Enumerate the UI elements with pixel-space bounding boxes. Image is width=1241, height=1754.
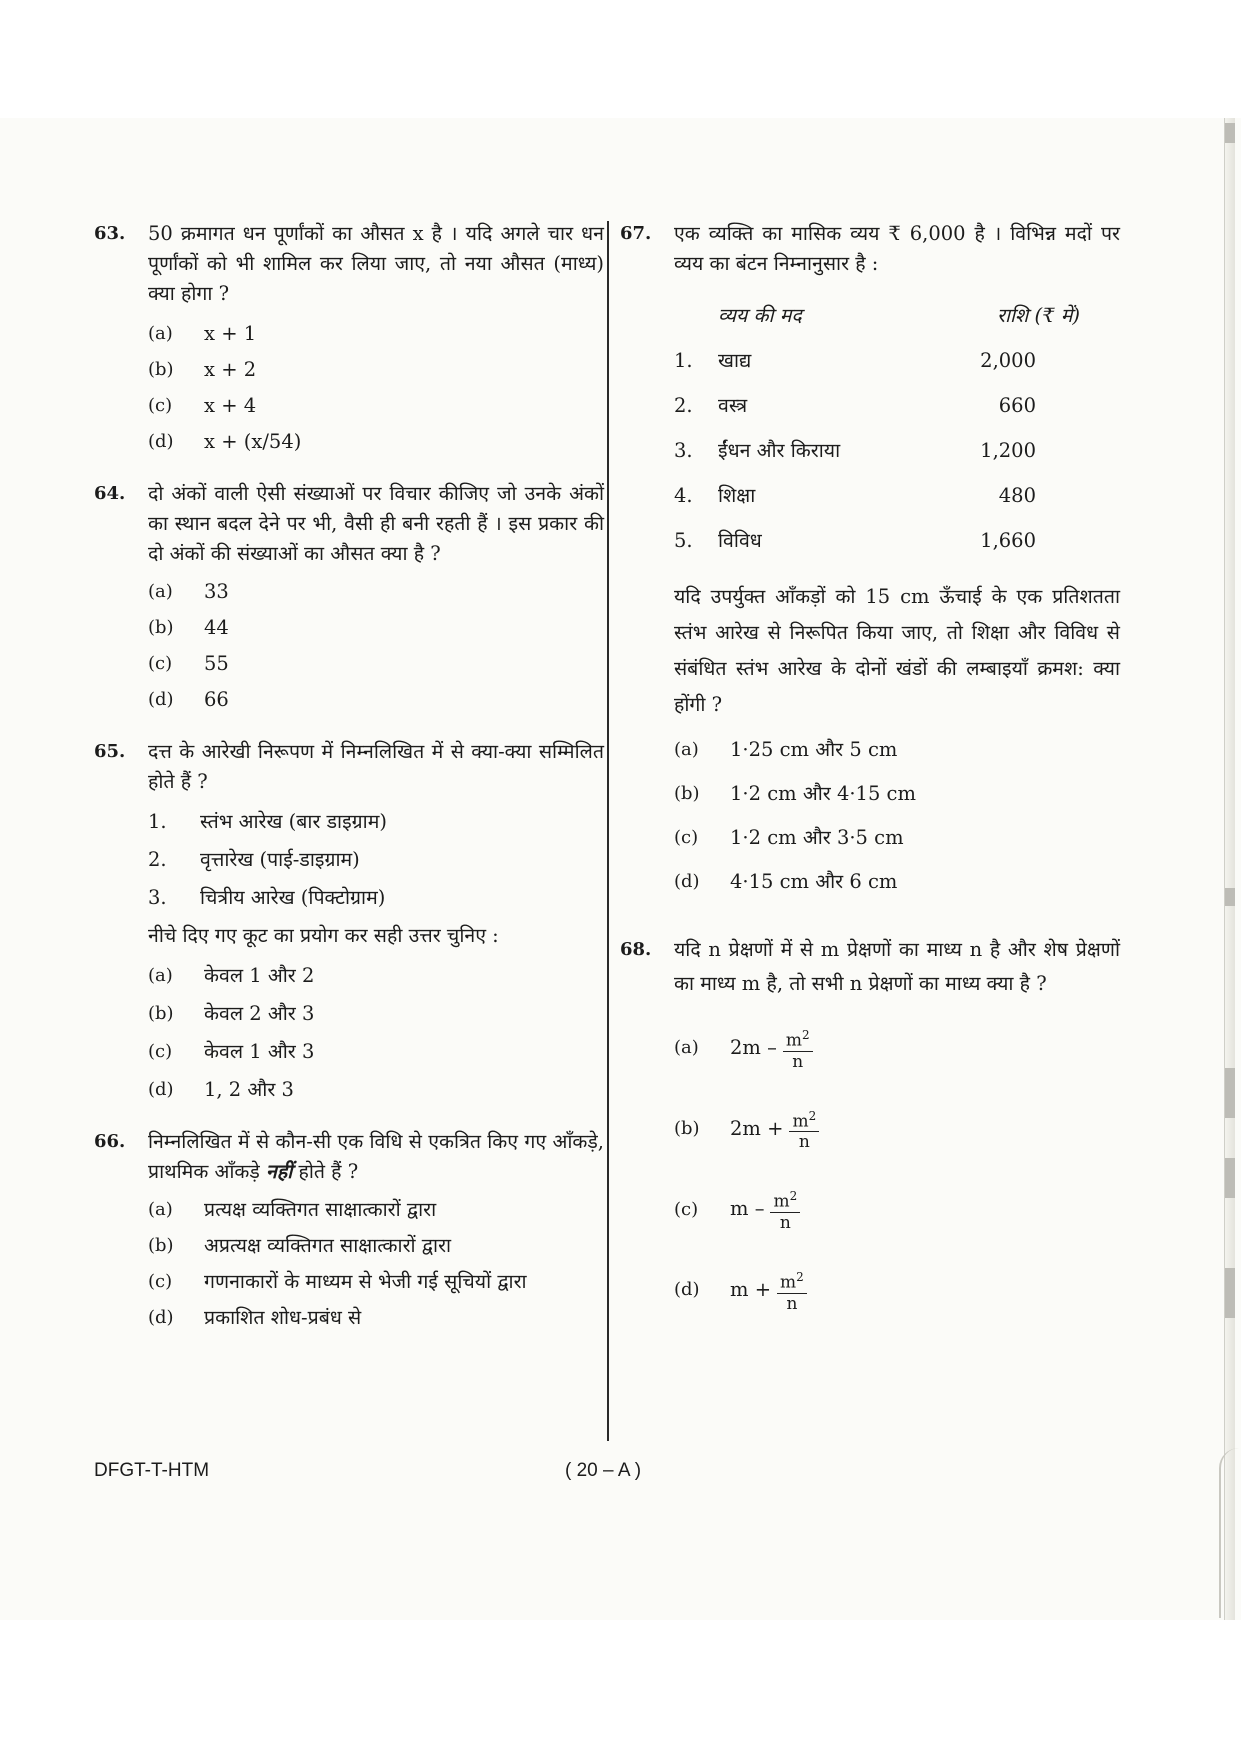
option-d[interactable] — [148, 1075, 604, 1105]
item-text: स्तंभ आरेख (बार डाइग्राम) — [200, 810, 388, 833]
question-65 — [94, 737, 604, 1105]
option-value: 1·2 cm और 3·5 cm — [730, 826, 904, 849]
option-c[interactable] — [148, 649, 604, 679]
table-row — [674, 383, 1120, 428]
option-label: (c) — [674, 1198, 699, 1220]
item-number: 2. — [148, 848, 167, 871]
numerator: m — [780, 1272, 797, 1293]
question-number: 64. — [94, 483, 126, 504]
option-c[interactable] — [148, 1267, 604, 1297]
option-value: केवल 1 और 2 — [204, 964, 315, 987]
statement-item — [148, 883, 604, 913]
option-a[interactable] — [148, 319, 604, 349]
option-label: (c) — [148, 1271, 173, 1292]
option-b[interactable] — [674, 779, 1120, 809]
question-text-part: निम्नलिखित में से कौन-सी एक विधि से एकत्रित किए गए आँकड़े, प्राथमिक आँकड़े — [148, 1130, 604, 1183]
option-value: 1·2 cm और 4·15 cm — [730, 782, 916, 805]
exponent: 2 — [808, 1108, 817, 1123]
option-a[interactable] — [148, 961, 604, 991]
row-number: 1. — [674, 348, 693, 372]
expense-table — [674, 293, 1120, 563]
option-label: (b) — [148, 359, 174, 380]
item-number: 3. — [148, 886, 167, 909]
numerator: m — [773, 1191, 790, 1212]
row-item: खाद्य — [718, 348, 752, 372]
denominator: n — [779, 1212, 791, 1233]
row-item: ईंधन और किराया — [718, 438, 841, 462]
option-value: 4·15 cm और 6 cm — [730, 870, 898, 893]
option-label: (a) — [148, 1199, 173, 1220]
option-a[interactable] — [674, 1025, 1120, 1072]
question-number: 67. — [620, 223, 652, 244]
option-value: 66 — [204, 688, 229, 711]
option-value: 1·25 cm और 5 cm — [730, 738, 898, 761]
right-column — [620, 219, 1120, 1314]
row-item: शिक्षा — [718, 483, 756, 507]
option-b[interactable] — [148, 1231, 604, 1261]
option-a[interactable] — [148, 1195, 604, 1225]
option-value: केवल 2 और 3 — [204, 1002, 315, 1025]
option-label: (a) — [674, 739, 699, 760]
option-label: (c) — [148, 653, 173, 674]
row-amount: 1,200 — [980, 438, 1036, 462]
fraction — [770, 1186, 800, 1233]
exponent: 2 — [801, 1028, 810, 1042]
option-b[interactable] — [674, 1106, 1120, 1153]
page-curl — [1219, 1448, 1239, 1618]
table-row — [674, 518, 1120, 563]
question-63 — [94, 219, 604, 457]
option-d[interactable] — [148, 427, 604, 457]
header-amount: राशि (₹ में) — [996, 303, 1080, 327]
denominator: n — [786, 1293, 798, 1314]
fraction — [789, 1106, 819, 1153]
denominator: n — [798, 1132, 810, 1153]
option-label: (d) — [148, 1079, 174, 1100]
option-value: केवल 1 और 3 — [204, 1040, 315, 1063]
item-number: 1. — [148, 810, 167, 833]
statement-item — [148, 807, 604, 837]
option-label: (c) — [148, 1041, 173, 1062]
option-b[interactable] — [148, 355, 604, 385]
question-text: एक व्यक्ति का मासिक व्यय ₹ 6,000 है । विभिन्न मदों पर व्यय का बंटन निम्नानुसार है : — [674, 222, 1120, 275]
followup-text: यदि उपर्युक्त आँकड़ों को 15 cm ऊँचाई के एक प्रतिशतता स्तंभ आरेख से निरूपित किया जाए, तो शिक्षा और विविध से संबंधित स्तंभ आरेख के दोनों खंडों की लम्बाइयाँ क्रमश: क्या होंगी ? — [674, 585, 1120, 716]
fraction — [783, 1025, 813, 1072]
option-c[interactable] — [674, 1186, 1120, 1233]
table-row — [674, 473, 1120, 518]
row-amount: 1,660 — [980, 528, 1036, 552]
question-number: 68. — [620, 939, 652, 960]
footer-page-number: ( 20 – A ) — [565, 1460, 642, 1481]
option-value: x + 2 — [204, 358, 257, 381]
numerator: m — [792, 1111, 809, 1132]
page-edge-strip — [1224, 118, 1235, 1620]
row-number: 4. — [674, 483, 693, 507]
option-label: (d) — [674, 1279, 700, 1301]
fraction — [777, 1267, 807, 1314]
option-d[interactable] — [148, 1303, 604, 1333]
option-label: (d) — [148, 1307, 174, 1328]
table-row — [674, 338, 1120, 383]
option-c[interactable] — [674, 823, 1120, 853]
item-text: चित्रीय आरेख (पिक्टोग्राम) — [200, 886, 386, 909]
option-value: अप्रत्यक्ष व्यक्तिगत साक्षात्कारों द्वारा — [204, 1234, 452, 1257]
expr-lead: m + — [730, 1277, 772, 1301]
option-label: (d) — [148, 689, 174, 710]
option-value: x + 1 — [204, 322, 257, 345]
option-value — [730, 1106, 1120, 1153]
option-d[interactable] — [674, 867, 1120, 897]
question-66 — [94, 1127, 604, 1333]
option-value: प्रत्यक्ष व्यक्तिगत साक्षात्कारों द्वारा — [204, 1198, 437, 1221]
option-value: 33 — [204, 580, 229, 603]
instruction: नीचे दिए गए कूट का प्रयोग कर सही उत्तर चुनिए : — [148, 924, 499, 947]
question-67 — [620, 219, 1120, 897]
option-label: (a) — [148, 965, 173, 986]
table-header — [674, 293, 1120, 338]
denominator: n — [792, 1051, 804, 1072]
option-value: 55 — [204, 652, 229, 675]
question-text-part: होते हैं ? — [292, 1160, 359, 1183]
option-c[interactable] — [148, 1037, 604, 1067]
option-label: (b) — [148, 1235, 174, 1256]
row-item: वस्त्र — [718, 393, 748, 417]
exponent: 2 — [789, 1189, 798, 1204]
option-label: (d) — [674, 871, 700, 892]
option-a[interactable] — [148, 577, 604, 607]
question-64 — [94, 479, 604, 715]
option-value — [730, 1267, 1120, 1314]
row-amount: 480 — [998, 483, 1036, 507]
option-value: x + 4 — [204, 394, 257, 417]
option-value: गणनाकारों के माध्यम से भेजी गई सूचियों द्वारा — [204, 1270, 527, 1293]
question-number: 66. — [94, 1131, 126, 1152]
row-number: 3. — [674, 438, 693, 462]
table-row — [674, 428, 1120, 473]
emphasis-not: नहीं — [266, 1160, 293, 1183]
exponent: 2 — [796, 1269, 804, 1284]
row-item: विविध — [718, 528, 762, 552]
option-label: (c) — [148, 395, 173, 416]
row-number: 5. — [674, 528, 693, 552]
option-b[interactable] — [148, 613, 604, 643]
column-divider — [607, 221, 609, 1441]
option-d[interactable] — [148, 685, 604, 715]
option-label: (a) — [148, 323, 173, 344]
question-text: दत्त के आरेखी निरूपण में निम्नलिखित में से क्या-क्या सम्मिलित होते हैं ? — [148, 740, 604, 793]
option-label: (b) — [148, 1003, 174, 1024]
item-text: वृत्तारेख (पाई-डाइग्राम) — [200, 848, 360, 871]
header-item: व्यय की मद — [718, 303, 802, 327]
option-label: (a) — [148, 581, 173, 602]
question-68 — [620, 933, 1120, 1314]
statement-item — [148, 845, 604, 875]
option-b[interactable] — [148, 999, 604, 1029]
option-value: x + (x/54) — [204, 430, 302, 453]
option-label: (b) — [674, 1117, 700, 1139]
question-text: दो अंकों वाली ऐसी संख्याओं पर विचार कीजिए जो उनके अंकों का स्थान बदल देने पर भी, वैसी ही बनी रहती हैं । इस प्रकार की दो अंकों की संख्याओं का औसत क्या है ? — [148, 482, 604, 565]
question-text — [148, 1127, 604, 1187]
footer-code: DFGT-T-HTM — [94, 1460, 210, 1481]
option-c[interactable] — [148, 391, 604, 421]
row-number: 2. — [674, 393, 693, 417]
row-amount: 660 — [998, 393, 1036, 417]
question-text: 50 क्रमागत धन पूर्णांकों का औसत x है । यदि अगले चार धन पूर्णांकों को भी शामिल कर लिया जाए, तो नया औसत (माध्य) क्या होगा ? — [148, 222, 604, 305]
question-number: 63. — [94, 223, 126, 244]
expr-lead: 2m – — [730, 1035, 777, 1059]
option-value — [730, 1025, 1120, 1072]
question-text: यदि n प्रेक्षणों में से m प्रेक्षणों का माध्य n है और शेष प्रेक्षणों का माध्य m है, तो सभी n प्रेक्षणों का माध्य क्या है ? — [674, 938, 1120, 995]
left-column — [94, 219, 604, 1333]
option-a[interactable] — [674, 735, 1120, 765]
option-label: (b) — [148, 617, 174, 638]
question-number: 65. — [94, 741, 126, 762]
option-value — [730, 1186, 1120, 1233]
option-d[interactable] — [674, 1267, 1120, 1314]
option-label: (c) — [674, 827, 699, 848]
expr-lead: 2m + — [730, 1116, 784, 1140]
option-value: 44 — [204, 616, 229, 639]
expr-lead: m – — [730, 1197, 765, 1221]
row-amount: 2,000 — [980, 348, 1036, 372]
option-label: (d) — [148, 431, 174, 452]
numerator: m — [785, 1030, 802, 1051]
option-label: (b) — [674, 783, 700, 804]
option-label: (a) — [674, 1037, 699, 1059]
option-value: 1, 2 और 3 — [204, 1078, 294, 1101]
option-value: प्रकाशित शोध-प्रबंध से — [204, 1306, 362, 1329]
